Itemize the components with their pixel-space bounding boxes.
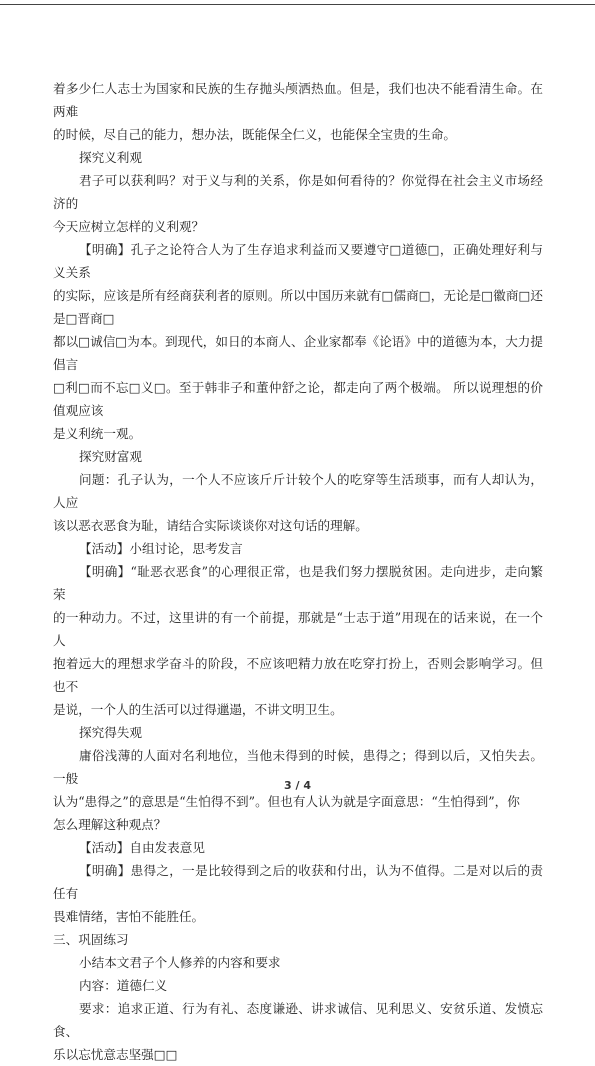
- section-heading: [53, 928, 543, 951]
- text-line: 的时候，尽自己的能力，想办法，既能保全仁义，也能保全宝贵的生命。: [53, 127, 456, 142]
- text-line: 【活动】自由发表意见: [79, 840, 205, 855]
- paragraph: [53, 77, 543, 146]
- paragraph: [53, 560, 543, 721]
- subheading: [53, 146, 543, 169]
- text-line: 三、巩固练习: [53, 932, 129, 947]
- paragraph: [53, 537, 543, 560]
- text-line: 今天应树立怎样的义利观？: [53, 219, 205, 234]
- header-rule: [0, 4, 595, 5]
- subheading: [53, 721, 543, 744]
- text-line: 是义利统一观。: [53, 426, 142, 441]
- paragraph: [53, 951, 543, 974]
- paragraph: [53, 997, 543, 1066]
- text-line: 怎么理解这种观点？: [53, 817, 167, 832]
- text-line: 认为“患得之”的意思是“生怕得不到”。但也有人认为就是字面意思：“生怕得到”，你: [53, 794, 520, 809]
- text-line: 的实际，应该是所有经商获利者的原则。所以中国历来就有□儒商□，无论是□徽商□还是□晋商□: [53, 288, 543, 326]
- subheading: [53, 445, 543, 468]
- text-line: 该以恶衣恶食为耻，请结合实际谈谈你对这句话的理解。: [53, 518, 368, 533]
- document-body: [53, 77, 543, 1066]
- text-line: 【明确】孔子之论符合人为了生存追求利益而又要遵守□道德□，正确处理好利与义关系: [53, 242, 543, 280]
- page-number: 3 / 4: [284, 779, 311, 792]
- text-line: 内容：道德仁义: [79, 978, 168, 993]
- text-line: □利□而不忘□义□。至于韩非子和董仲舒之论，都走向了两个极端。 所以说理想的价值观应该: [53, 380, 543, 418]
- text-line: 【明确】患得之，一是比较得到之后的收获和付出，认为不值得。二是对以后的责任有: [53, 863, 543, 901]
- text-line: 的一种动力。不过，这里讲的有一个前提，那就是“士志于道”用现在的话来说，在一个人: [53, 610, 543, 648]
- text-line: 着多少仁人志士为国家和民族的生存抛头颅洒热血。但是，我们也决不能看清生命。在两难: [53, 81, 543, 119]
- text-line: 都以□诚信□为本。到现代，如日的本商人、企业家都奉《论语》中的道德为本，大力提倡言: [53, 334, 543, 372]
- text-line: 探究得失观: [79, 725, 142, 740]
- text-line: 探究财富观: [79, 449, 142, 464]
- text-line: 畏难情绪，害怕不能胜任。: [53, 909, 205, 924]
- text-line: 【明确】“耻恶衣恶食”的心理很正常，也是我们努力摆脱贫困。走向进步，走向繁荣: [53, 564, 543, 602]
- paragraph: [53, 836, 543, 859]
- text-line: 要求：追求正道、行为有礼、态度谦逊、讲求诚信、见利思义、安贫乐道、发愤忘食、: [53, 1001, 543, 1039]
- text-line: 君子可以获利吗？对于义与利的关系，你是如何看待的？你觉得在社会主义市场经济的: [53, 173, 543, 211]
- paragraph: [53, 169, 543, 238]
- text-line: 庸俗浅薄的人面对名利地位，当他未得到的时候，患得之；得到以后，又怕失去。一般: [53, 748, 543, 786]
- paragraph: [53, 238, 543, 445]
- text-line: 【活动】小组讨论，思考发言: [79, 541, 243, 556]
- paragraph: [53, 468, 543, 537]
- text-line: 探究义利观: [79, 150, 142, 165]
- paragraph: [53, 974, 543, 997]
- text-line: 抱着远大的理想求学奋斗的阶段，不应该吧精力放在吃穿打扮上，否则会影响学习。但也不: [53, 656, 543, 694]
- paragraph: [53, 859, 543, 928]
- text-line: 小结本文君子个人修养的内容和要求: [79, 955, 281, 970]
- text-line: 乐以忘忧意志坚强□□: [53, 1047, 178, 1062]
- text-line: 问题：孔子认为，一个人不应该斤斤计较个人的吃穿等生活琐事，而有人却认为，人应: [53, 472, 543, 510]
- text-line: 是说，一个人的生活可以过得邋遢，不讲文明卫生。: [53, 702, 343, 717]
